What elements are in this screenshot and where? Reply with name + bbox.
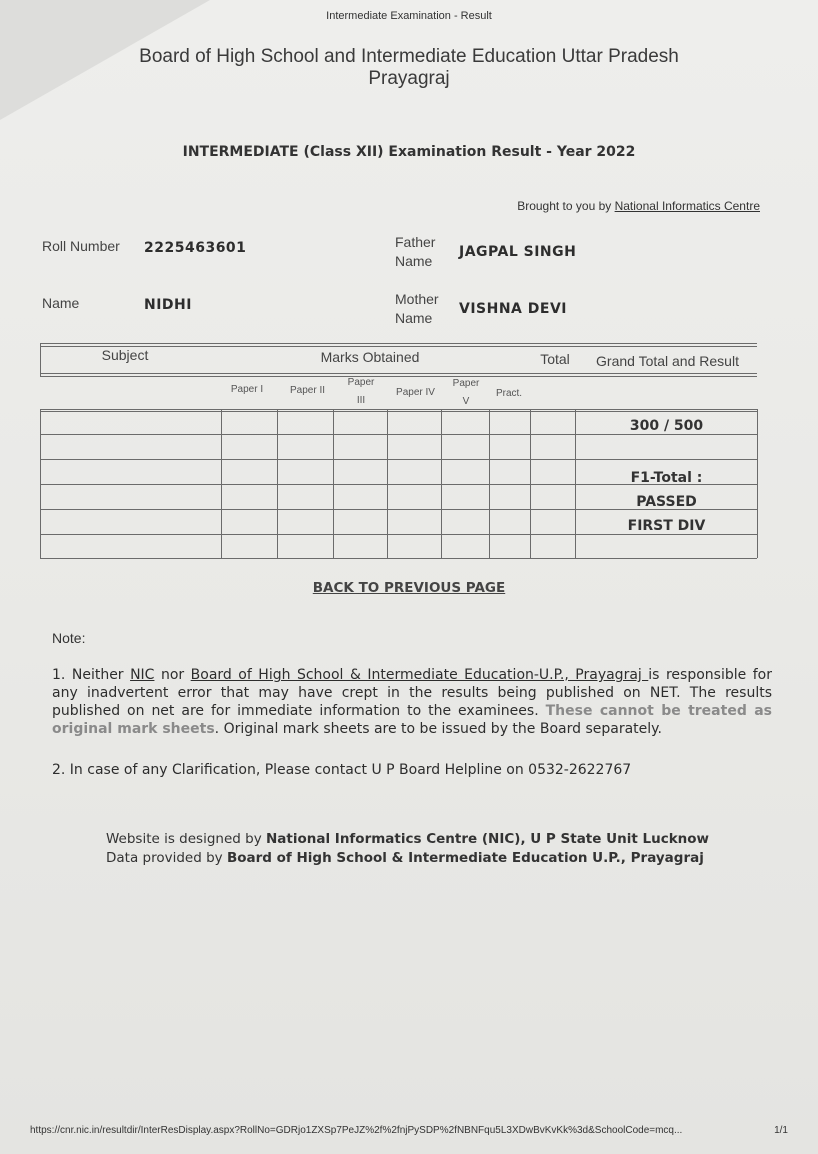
subject-header: Subject xyxy=(101,347,149,363)
practical-header: Pract. xyxy=(495,388,523,399)
footer-data-provided xyxy=(106,850,704,866)
father-label-line1: Father xyxy=(395,234,436,250)
father-name-value: JAGPAL SINGH xyxy=(459,244,577,260)
grand-total-header: Grand Total and Result xyxy=(596,353,739,369)
table-rule xyxy=(40,558,757,559)
table-rule xyxy=(333,409,334,558)
mother-label-line1: Mother xyxy=(395,291,439,307)
board-link-note[interactable]: Board of High School & Intermediate Education-U.P., Prayagraj xyxy=(190,667,649,683)
page-header: Intermediate Examination - Result xyxy=(326,10,492,22)
mother-label-line2: Name xyxy=(395,310,433,326)
note-text: 1. Neither xyxy=(52,667,131,683)
table-rule xyxy=(530,409,531,558)
print-url: https://cnr.nic.in/resultdir/InterResDisplay.aspx?RollNo=GDRjo1ZXSp7PeJZ%2f%2fnjPySDP%2fNBNFqu5L3XDwBvKvKk%3d&SchoolCode=mcq... xyxy=(30,1125,683,1136)
mother-name-value: VISHNA DEVI xyxy=(459,301,567,317)
table-rule xyxy=(40,409,757,410)
footer-designed-by xyxy=(106,831,709,847)
table-rule xyxy=(40,343,41,376)
table-rule xyxy=(40,376,757,377)
name-value: NIDHI xyxy=(144,297,192,313)
nic-link[interactable]: National Informatics Centre xyxy=(614,199,760,213)
note-paragraph-2: 2. In case of any Clarification, Please contact U P Board Helpline on 0532-2622767 xyxy=(52,762,632,778)
footer-nic: National Informatics Centre (NIC), U P State Unit Lucknow xyxy=(265,831,710,847)
f1-total-label: F1-Total : xyxy=(630,470,703,486)
note-heading: Note: xyxy=(52,630,86,646)
footer-text: Data provided by xyxy=(106,850,227,866)
note-text: . Original mark sheets are to be issued by the Board separately. xyxy=(214,721,662,737)
note-text: nor xyxy=(154,667,191,683)
grand-total-value: 300 / 500 xyxy=(629,418,704,434)
paper-5-header-b: V xyxy=(462,396,470,407)
total-header: Total xyxy=(540,351,570,367)
note-warning: These cannot be treated as original mark sheets xyxy=(52,703,772,737)
footer-text: Website is designed by xyxy=(106,831,266,847)
table-rule xyxy=(40,459,757,460)
table-rule xyxy=(40,373,757,374)
exam-title: INTERMEDIATE (Class XII) Examination Result - Year 2022 xyxy=(182,144,636,160)
nic-link-note[interactable]: NIC xyxy=(130,667,155,683)
note-paragraph-1 xyxy=(52,666,772,738)
table-rule xyxy=(40,411,757,412)
table-rule xyxy=(757,409,758,558)
roll-number-value: 2225463601 xyxy=(144,240,247,256)
paper-4-header: Paper IV xyxy=(396,387,435,398)
division-result: FIRST DIV xyxy=(627,518,706,534)
note-text: is responsible for any inadvertent error that may have crept in the results being published on NET. The results published on net are for immediate information to the examinees. xyxy=(52,667,772,719)
table-rule xyxy=(221,409,222,558)
father-label-line2: Name xyxy=(395,253,433,269)
paper-3-header-b: III xyxy=(356,395,366,406)
table-rule xyxy=(277,409,278,558)
paper-2-header: Paper II xyxy=(289,385,326,396)
table-rule xyxy=(40,409,41,558)
table-rule xyxy=(387,409,388,558)
table-rule xyxy=(489,409,490,558)
table-rule xyxy=(40,434,757,435)
board-name-line2: Prayagraj xyxy=(368,68,450,89)
name-label: Name xyxy=(42,295,80,311)
footer-board: Board of High School & Intermediate Education U.P., Prayagraj xyxy=(226,850,704,866)
paper-5-header-a: Paper xyxy=(452,378,480,389)
page-number: 1/1 xyxy=(774,1125,788,1136)
table-rule xyxy=(441,409,442,558)
table-rule xyxy=(40,343,757,344)
marks-obtained-header: Marks Obtained xyxy=(320,349,420,365)
board-name-line1: Board of High School and Intermediate Education Uttar Pradesh xyxy=(139,46,679,67)
result-status: PASSED xyxy=(636,494,697,510)
roll-number-label: Roll Number xyxy=(42,238,120,254)
back-to-previous-page-link[interactable]: BACK TO PREVIOUS PAGE xyxy=(312,580,506,596)
paper-1-header: Paper I xyxy=(230,384,264,395)
brought-by-prefix: Brought to you by xyxy=(517,199,615,213)
paper-3-header-a: Paper xyxy=(347,377,375,388)
table-rule xyxy=(40,534,757,535)
